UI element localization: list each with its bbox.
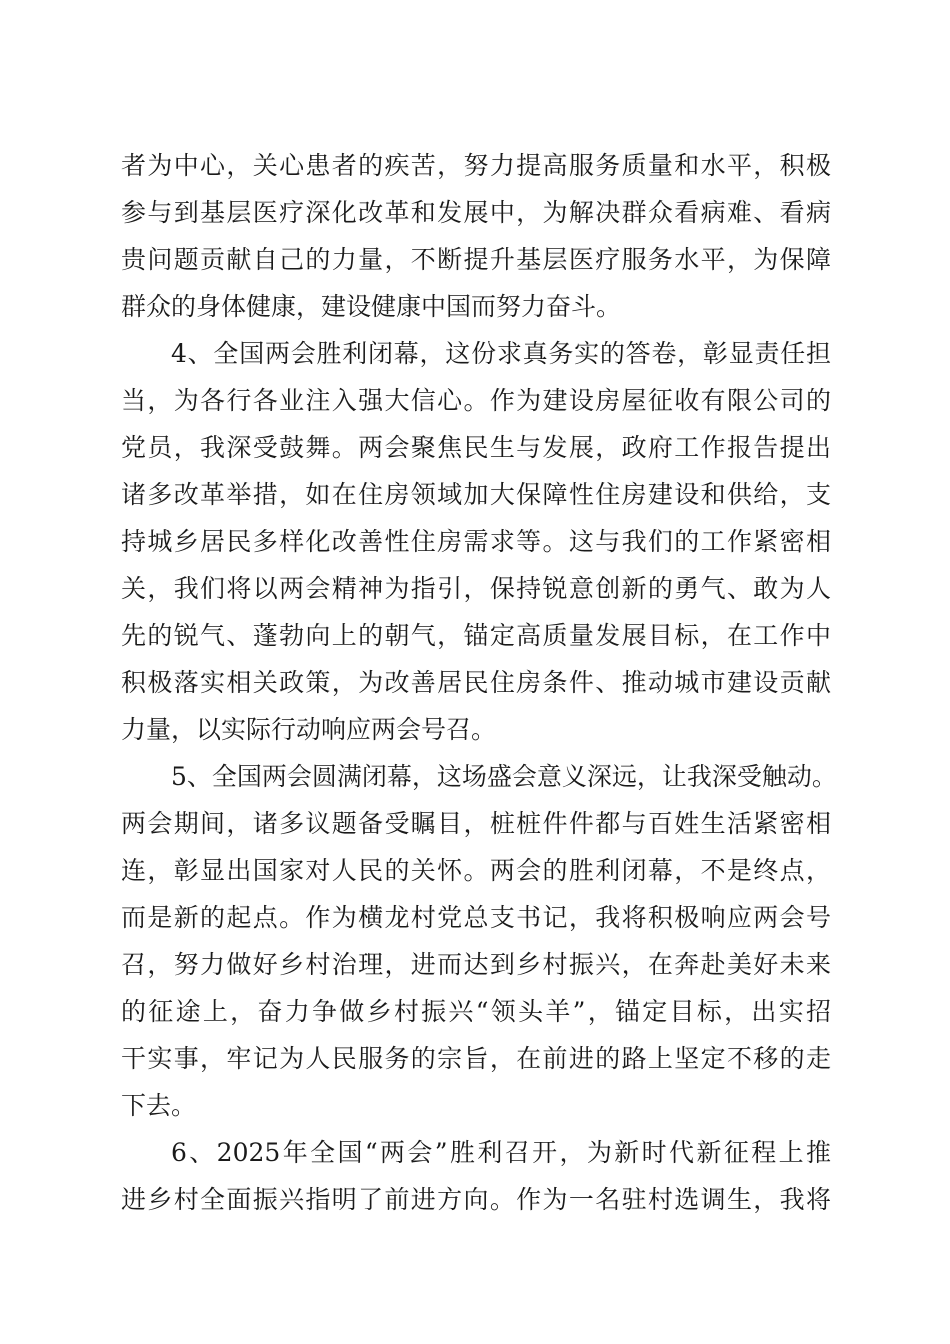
text-line: 两会期间，诸多议题备受瞩目，桩桩件件都与百姓生活紧密相 (121, 809, 831, 838)
text-line: 党员，我深受鼓舞。两会聚焦民生与发展，政府工作报告提出 (121, 433, 831, 462)
text-line: 群众的身体健康，建设健康中国而努力奋斗。 (121, 292, 622, 321)
text-line: 贵问题贡献自己的力量，不断提升基层医疗服务水平，为保障 (121, 245, 831, 274)
paragraph-6-first-line: 6、2025年全国“两会”胜利召开，为新时代新征程上推 (171, 1138, 831, 1167)
text-line: 召，努力做好乡村治理，进而达到乡村振兴，在奔赴美好未来 (121, 950, 831, 979)
text-line: 进乡村全面振兴指明了前进方向。作为一名驻村选调生，我将 (121, 1185, 831, 1214)
text-line: 关，我们将以两会精神为指引，保持锐意创新的勇气、敢为人 (121, 574, 831, 603)
text-line: 参与到基层医疗深化改革和发展中，为解决群众看病难、看病 (121, 198, 831, 227)
text-line: 干实事，牢记为人民服务的宗旨，在前进的路上坚定不移的走 (121, 1044, 831, 1073)
text-line: 力量，以实际行动响应两会号召。 (121, 715, 497, 744)
text-line: 下去。 (121, 1091, 197, 1120)
text-line: 先的锐气、蓬勃向上的朝气，锚定高质量发展目标，在工作中 (121, 621, 831, 650)
text-line: 当，为各行各业注入强大信心。作为建设房屋征收有限公司的 (121, 386, 831, 415)
text-line: 而是新的起点。作为横龙村党总支书记，我将积极响应两会号 (121, 903, 831, 932)
paragraph-5-first-line: 5、全国两会圆满闭幕，这场盛会意义深远，让我深受触动。 (171, 762, 837, 791)
text-line: 积极落实相关政策，为改善居民住房条件、推动城市建设贡献 (121, 668, 831, 697)
text-line: 持城乡居民多样化改善性住房需求等。这与我们的工作紧密相 (121, 527, 831, 556)
text-line: 连，彰显出国家对人民的关怀。两会的胜利闭幕，不是终点， (121, 856, 831, 885)
paragraph-4-first-line: 4、全国两会胜利闭幕，这份求真务实的答卷，彰显责任担 (171, 339, 831, 368)
text-line: 者为中心，关心患者的疾苦，努力提高服务质量和水平，积极 (121, 151, 831, 180)
text-line: 的征途上，奋力争做乡村振兴“领头羊”，锚定目标，出实招 (121, 997, 831, 1026)
text-line: 诸多改革举措，如在住房领域加大保障性住房建设和供给，支 (121, 480, 831, 509)
document-body (121, 142, 837, 1223)
